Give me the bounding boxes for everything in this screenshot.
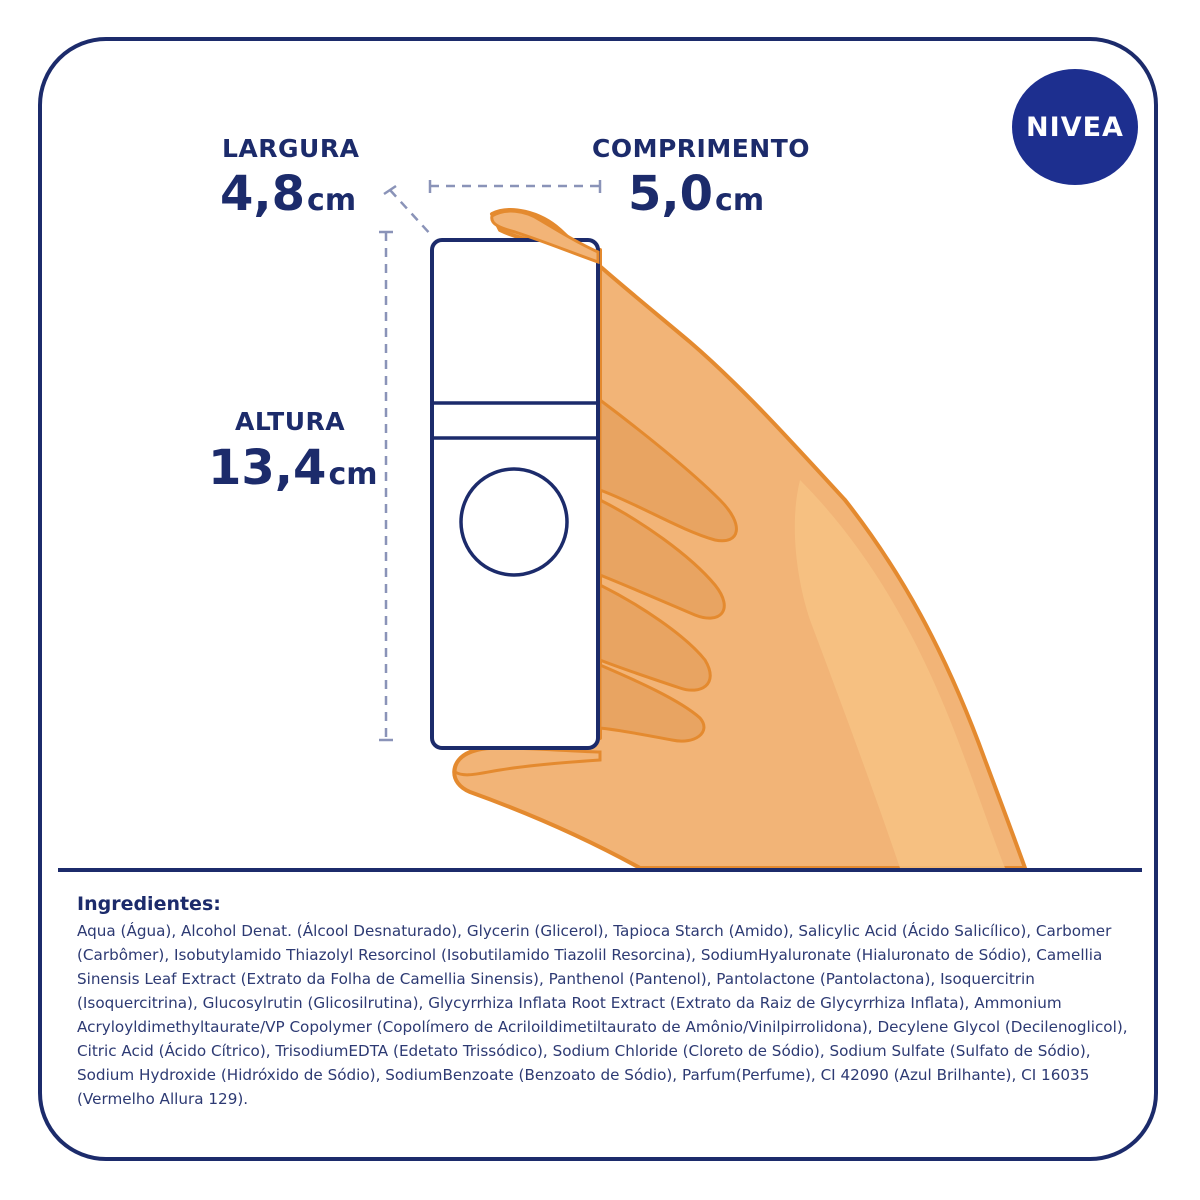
height-unit: cm xyxy=(328,457,378,492)
ingredients-section xyxy=(77,893,1137,1111)
width-number: 4,8 xyxy=(220,166,306,222)
height-label: ALTURA xyxy=(235,407,346,436)
bottle xyxy=(432,240,598,748)
height-number: 13,4 xyxy=(208,440,327,496)
logo-text: NIVEA xyxy=(1026,111,1124,143)
ingredients-text: Aqua (Água), Alcohol Denat. (Álcool Desnaturado), Glycerin (Glicerol), Tapioca Starch (Amido), Salicylic Acid (Ácido Salicílico), Carbomer (Carbômer), Isobutylamido Thiazolyl Resorcinol (Isobutilamido Tiazolil Resorcina), SodiumHyaluronate (Hialuronato de Sódio), Camellia Sinensis Leaf Extract (Extrato da Folha de Camellia Sinensis), Panthenol (Pantenol), Pantolactone (Pantolactona), Isoquercitrin (Isoquercitrina), Glucosylrutin (Glicosilrutina), Glycyrrhiza Inflata Root Extract (Extrato da Raiz de Glycyrrhiza Inflata), Ammonium Acryloyldimethyltaurate/VP Copolymer (Copolímero de Acriloildimetiltaurato de Amônio/Vinilpirrolidona), Decylene Glycol (Decilenoglicol), Citric Acid (Ácido Cítrico), TrisodiumEDTA (Edetato Trissódico), Sodium Chloride (Cloreto de Sódio), Sodium Sulfate (Sulfato de Sódio), Sodium Hydroxide (Hidróxido de Sódio), SodiumBenzoate (Benzoato de Sódio), Parfum(Perfume), CI 42090 (Azul Brilhante), CI 16035 (Vermelho Allura 129). xyxy=(77,922,1128,1108)
length-label: COMPRIMENTO xyxy=(592,134,811,163)
length-unit: cm xyxy=(715,183,765,218)
section-divider xyxy=(58,868,1142,872)
width-label: LARGURA xyxy=(222,134,360,163)
ingredients-title: Ingredientes: xyxy=(77,893,221,915)
length-number: 5,0 xyxy=(628,166,714,222)
width-unit: cm xyxy=(307,183,357,218)
